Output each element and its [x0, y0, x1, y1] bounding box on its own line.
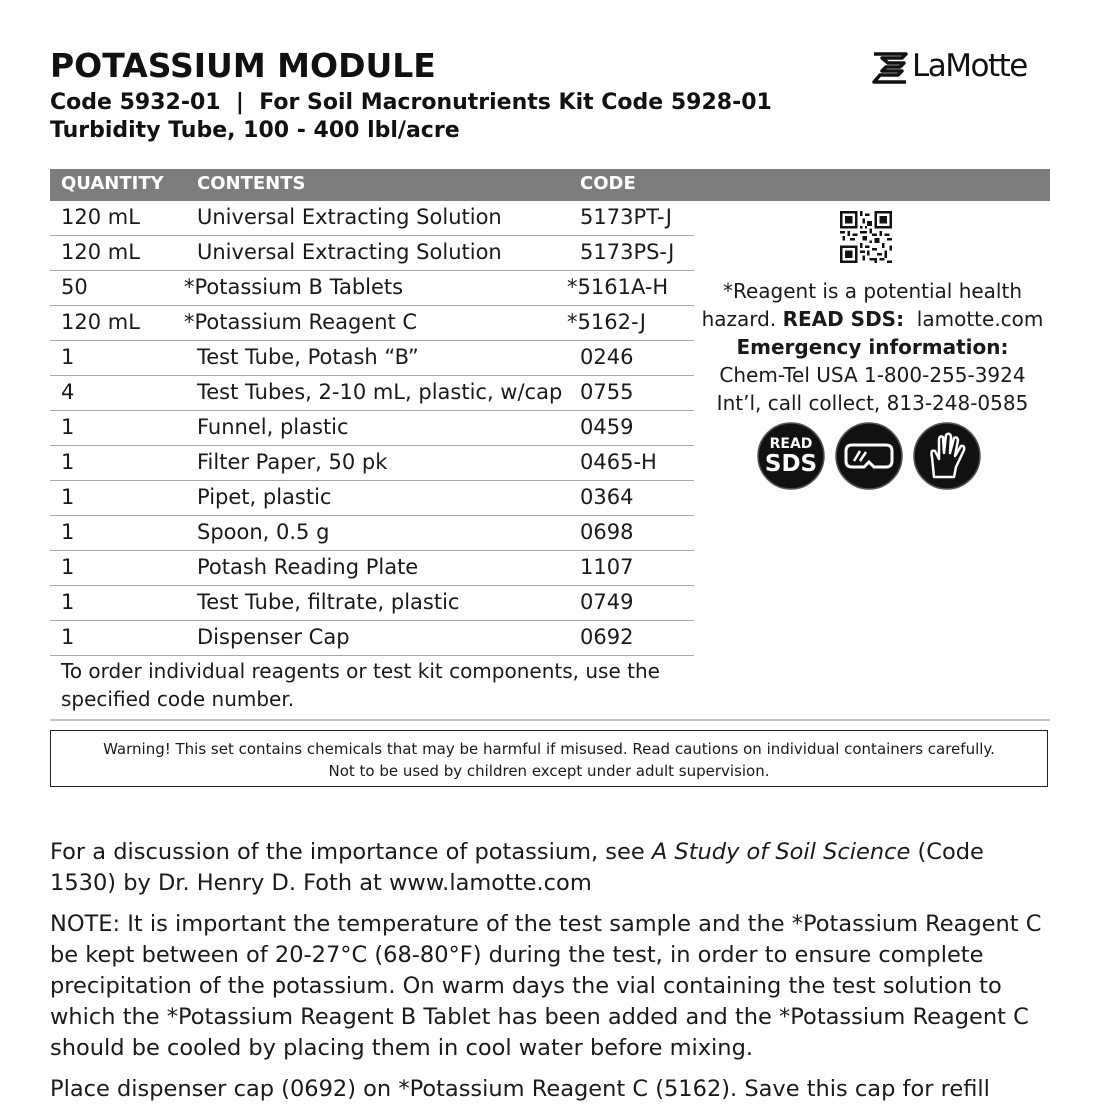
- safety-goggles-icon: [834, 421, 904, 491]
- instructions: [50, 837, 1050, 1115]
- safety-line-2-prefix: hazard.: [701, 307, 783, 331]
- contents-table: [50, 201, 694, 656]
- row-code: 0246: [580, 345, 634, 369]
- row-quantity: 120 mL: [61, 205, 140, 229]
- row-quantity: 1: [61, 555, 75, 579]
- table-row: [50, 516, 694, 551]
- row-contents: Test Tube, filtrate, plastic: [197, 590, 460, 614]
- row-contents: Test Tubes, 2-10 mL, plastic, w/cap: [197, 380, 563, 404]
- row-code: 0364: [580, 485, 634, 509]
- table-row: [50, 306, 694, 341]
- row-code: 0698: [580, 520, 634, 544]
- order-note: To order individual reagents or test kit components, use the specified code number.: [61, 659, 660, 711]
- row-code: *5161A-H: [567, 275, 669, 299]
- header-quantity: QUANTITY: [61, 173, 164, 194]
- svg-text:READ: READ: [769, 436, 813, 452]
- table-row: [50, 376, 694, 411]
- subtitle-line-2: Turbidity Tube, 100 - 400 lbl/acre: [50, 118, 460, 143]
- brand-logo: [872, 48, 1052, 88]
- row-quantity: 1: [61, 450, 75, 474]
- qr-code-icon: [840, 211, 892, 263]
- row-quantity: 120 mL: [61, 240, 140, 264]
- emergency-heading: Emergency information:: [736, 335, 1009, 359]
- table-row: [50, 586, 694, 621]
- row-quantity: 1: [61, 625, 75, 649]
- lamotte-link[interactable]: lamotte.com: [904, 307, 1044, 331]
- row-quantity: 4: [61, 380, 75, 404]
- row-contents: *Potassium Reagent C: [184, 310, 418, 334]
- row-contents: Spoon, 0.5 g: [197, 520, 330, 544]
- table-row: [50, 411, 694, 446]
- intro-before: For a discussion of the importance of potassium, see: [50, 839, 652, 865]
- table-row: [50, 551, 694, 586]
- table-row: [50, 481, 694, 516]
- svg-text:SDS: SDS: [764, 451, 818, 477]
- read-sds-label: READ SDS:: [782, 307, 905, 331]
- row-contents: Pipet, plastic: [197, 485, 332, 509]
- table-header: [50, 169, 1050, 201]
- safety-text: [700, 277, 1045, 417]
- table-row: [50, 446, 694, 481]
- row-code: 5173PS-J: [580, 240, 675, 264]
- row-code: 0692: [580, 625, 634, 649]
- divider: [50, 719, 1050, 721]
- row-code: *5162-J: [567, 310, 646, 334]
- row-quantity: 1: [61, 520, 75, 544]
- subtitle-line-1: Code 5932-01 | For Soil Macronutrients Kit Code 5928-01: [50, 90, 772, 115]
- header-contents: CONTENTS: [197, 173, 306, 194]
- row-code: 0749: [580, 590, 634, 614]
- dispenser-paragraph: Place dispenser cap (0692) on *Potassium Reagent C (5162). Save this cap for refill: [50, 1076, 990, 1102]
- table-row: [50, 201, 694, 236]
- row-code: 5173PT-J: [580, 205, 672, 229]
- row-contents: Dispenser Cap: [197, 625, 350, 649]
- table-row: [50, 236, 694, 271]
- lamotte-mark-icon: [872, 52, 908, 84]
- row-contents: Test Tube, Potash “B”: [197, 345, 419, 369]
- row-contents: Universal Extracting Solution: [197, 205, 502, 229]
- row-code: 1107: [580, 555, 634, 579]
- safety-line-2: [700, 305, 1045, 333]
- brand-name: LaMotte: [912, 48, 1027, 84]
- table-row: [50, 271, 694, 306]
- row-contents: Filter Paper, 50 pk: [197, 450, 388, 474]
- row-code: 0459: [580, 415, 634, 439]
- note-paragraph: NOTE: It is important the temperature of the test sample and the *Potassium Reagent C be kept between of 20-27°C (68-80°F) during the test, in order to ensure complete precipitation of the potassium. On warm days the vial containing the test solution to which the *Potassium Reagent B Tablet has been added and the *Potassium Reagent C should be cooled by placing them in cool water before mixing.: [50, 911, 1042, 1061]
- warning-line-1: Warning! This set contains chemicals that may be harmful if misused. Read cautions on individual containers carefully.: [103, 740, 995, 758]
- row-quantity: 1: [61, 415, 75, 439]
- intro-paragraph: [50, 837, 1050, 899]
- row-quantity: 1: [61, 345, 75, 369]
- header-code: CODE: [580, 173, 636, 194]
- row-contents: Universal Extracting Solution: [197, 240, 502, 264]
- page-title: POTASSIUM MODULE: [50, 46, 436, 85]
- row-quantity: 50: [61, 275, 88, 299]
- safety-badges: [756, 421, 986, 493]
- chemtel-intl: Int’l, call collect, 813-248-0585: [716, 391, 1029, 415]
- row-contents: Funnel, plastic: [197, 415, 349, 439]
- chemtel-usa: Chem-Tel USA 1-800-255-3924: [719, 363, 1026, 387]
- warning-line-2: Not to be used by children except under adult supervision.: [328, 762, 770, 780]
- book-title: A Study of Soil Science: [651, 839, 911, 865]
- row-quantity: 1: [61, 485, 75, 509]
- row-quantity: 120 mL: [61, 310, 140, 334]
- row-contents: *Potassium B Tablets: [184, 275, 404, 299]
- intro-after: (Code 1530) by Dr. Henry D. Foth at www.lamotte.com: [50, 839, 984, 896]
- subtitle: [50, 89, 772, 145]
- row-code: 0465-H: [580, 450, 657, 474]
- warning-box: [50, 730, 1048, 787]
- safety-line-1: *Reagent is a potential health: [722, 279, 1022, 303]
- row-quantity: 1: [61, 590, 75, 614]
- row-code: 0755: [580, 380, 634, 404]
- read-sds-icon: [756, 421, 826, 491]
- table-row: [50, 621, 694, 656]
- safety-gloves-icon: [912, 421, 982, 491]
- table-row: [50, 341, 694, 376]
- row-contents: Potash Reading Plate: [197, 555, 419, 579]
